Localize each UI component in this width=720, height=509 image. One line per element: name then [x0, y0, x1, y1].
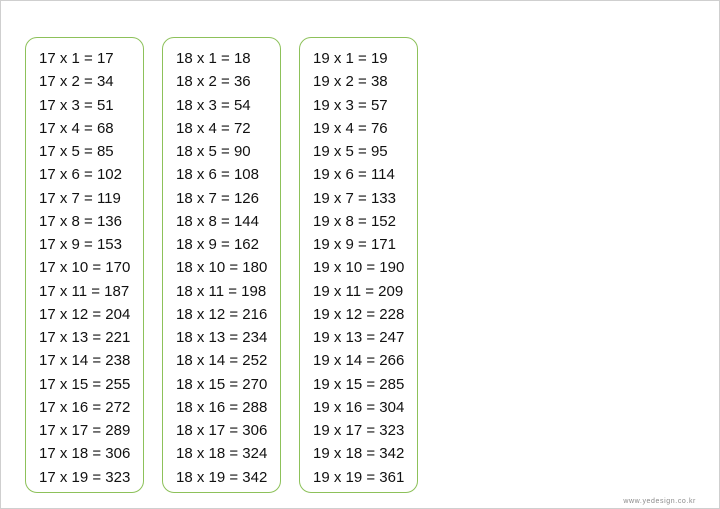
equation-row: 19 x 3 = 57	[313, 96, 388, 114]
equation-row: 17 x 15 = 255	[39, 375, 131, 393]
equation-row: 18 x 12 = 216	[176, 305, 268, 323]
equation-row: 18 x 8 = 144	[176, 212, 259, 230]
equation-row: 19 x 14 = 266	[313, 352, 405, 370]
equation-row: 19 x 12 = 228	[313, 305, 405, 323]
equation-row: 18 x 3 = 54	[176, 96, 251, 114]
equation-row: 19 x 9 = 171	[313, 236, 396, 253]
times-table-17	[25, 37, 144, 493]
times-table-18	[162, 37, 281, 493]
equation-row: 18 x 15 = 270	[176, 375, 268, 393]
equation-row: 17 x 12 = 204	[39, 305, 131, 323]
equation-row: 18 x 4 = 72	[176, 119, 251, 137]
equation-row: 18 x 10 = 180	[176, 259, 268, 277]
equation-row: 17 x 14 = 238	[39, 352, 131, 370]
equation-row: 18 x 5 = 90	[176, 143, 251, 160]
equation-row: 17 x 8 = 136	[39, 212, 122, 230]
equation-row: 19 x 5 = 95	[313, 143, 388, 160]
equation-row: 18 x 17 = 306	[176, 422, 268, 439]
equation-list	[176, 47, 267, 489]
equation-row: 19 x 13 = 247	[313, 329, 405, 346]
equation-list	[39, 47, 130, 489]
equation-row: 19 x 16 = 304	[313, 398, 405, 416]
equation-row: 18 x 18 = 324	[176, 445, 268, 463]
equation-row: 18 x 2 = 36	[176, 73, 251, 91]
equation-row: 19 x 1 = 19	[313, 50, 388, 67]
equation-row: 18 x 19 = 342	[176, 468, 268, 486]
footer-credit: www.yedesign.co.kr	[623, 498, 696, 505]
equation-row: 17 x 18 = 306	[39, 445, 131, 463]
equation-row: 17 x 4 = 68	[39, 119, 114, 137]
equation-row: 17 x 7 = 119	[39, 189, 121, 207]
equation-row: 18 x 13 = 234	[176, 329, 268, 346]
equation-row: 17 x 19 = 323	[39, 468, 131, 486]
equation-row: 17 x 10 = 170	[39, 259, 131, 277]
equation-row: 19 x 7 = 133	[313, 189, 396, 207]
equation-row: 18 x 9 = 162	[176, 236, 259, 253]
equation-row: 18 x 7 = 126	[176, 189, 259, 207]
equation-row: 18 x 16 = 288	[176, 398, 268, 416]
equation-row: 18 x 1 = 18	[176, 50, 251, 67]
equation-row: 19 x 19 = 361	[313, 468, 405, 486]
equation-list	[313, 47, 404, 489]
equation-row: 17 x 17 = 289	[39, 422, 131, 439]
equation-row: 17 x 11 = 187	[39, 282, 130, 300]
equation-row: 19 x 11 = 209	[313, 282, 404, 300]
times-table-19	[299, 37, 418, 493]
equation-row: 17 x 6 = 102	[39, 166, 122, 184]
equation-row: 19 x 6 = 114	[313, 166, 395, 184]
equation-row: 19 x 15 = 285	[313, 375, 405, 393]
equation-row: 17 x 16 = 272	[39, 398, 131, 416]
equation-row: 19 x 8 = 152	[313, 212, 396, 230]
equation-row: 19 x 18 = 342	[313, 445, 405, 463]
equation-row: 19 x 4 = 76	[313, 119, 388, 137]
equation-row: 18 x 6 = 108	[176, 166, 259, 184]
equation-row: 17 x 9 = 153	[39, 236, 122, 253]
equation-row: 17 x 1 = 17	[39, 50, 114, 67]
equation-row: 19 x 10 = 190	[313, 259, 405, 277]
equation-row: 19 x 17 = 323	[313, 422, 405, 439]
equation-row: 17 x 3 = 51	[39, 96, 114, 114]
equation-row: 18 x 11 = 198	[176, 282, 267, 300]
equation-row: 17 x 13 = 221	[39, 329, 131, 346]
equation-row: 19 x 2 = 38	[313, 73, 388, 91]
equation-row: 17 x 2 = 34	[39, 73, 114, 91]
equation-row: 18 x 14 = 252	[176, 352, 268, 370]
equation-row: 17 x 5 = 85	[39, 143, 114, 160]
